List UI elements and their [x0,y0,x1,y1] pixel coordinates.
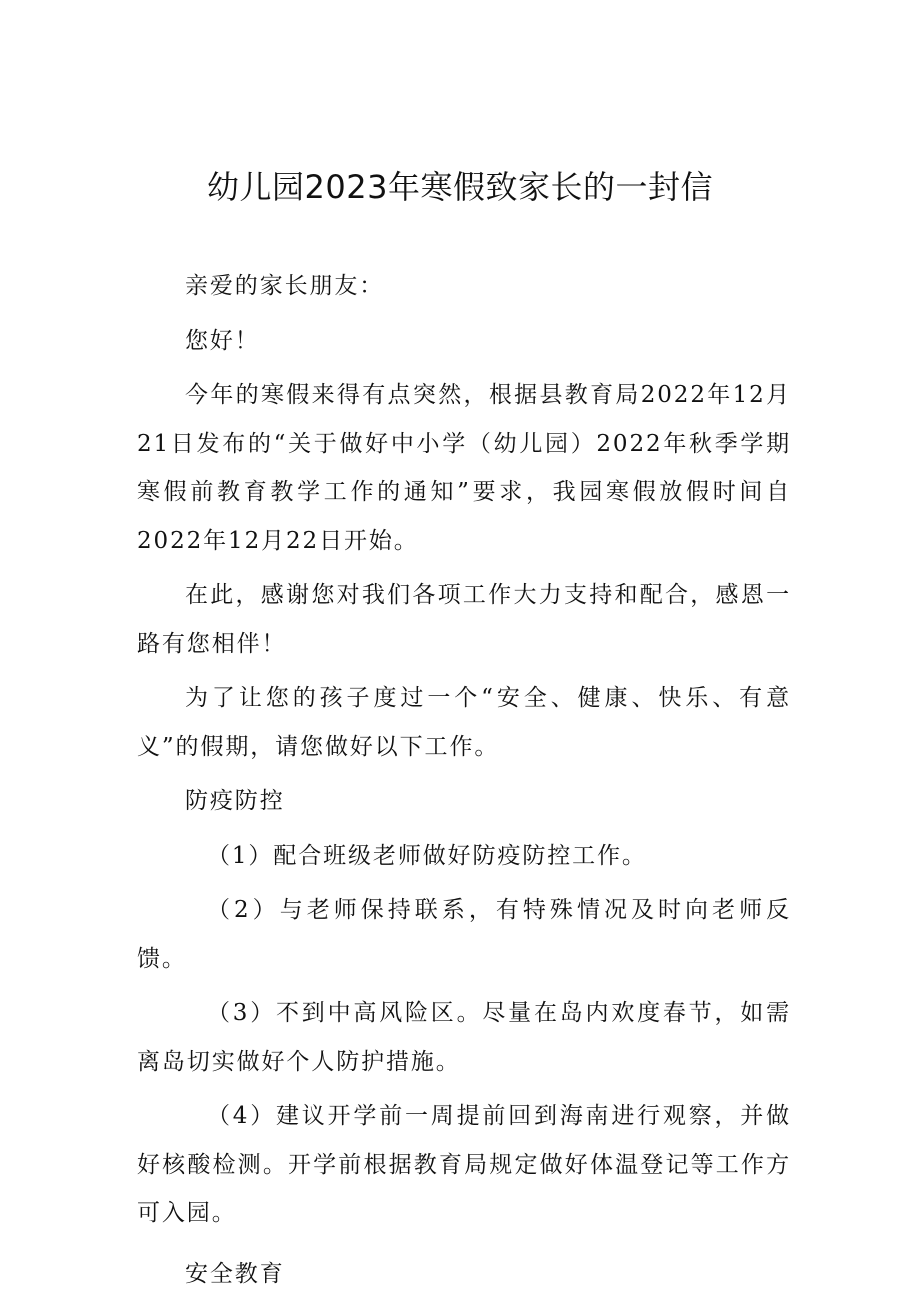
section-heading-safety: 安全教育 [185,1260,285,1287]
list-item: （2）与老师保持联系，有特殊情况及时向老师反馈。 [137,897,791,972]
salutation: 亲爱的家长朋友： [185,273,385,299]
letter-body [137,262,791,1298]
paragraph-announcement: 今年的寒假来得有点突然，根据县教育局2022年12月21日发布的“关于做好中小学（幼儿园）2022年秋季学期寒假前教育教学工作的通知”要求，我园寒假放假时间自2022年12月22日开始。 [137,382,791,554]
list-item: （1）配合班级老师做好防疫防控工作。 [207,842,647,869]
paragraph-instructions: 为了让您的孩子度过一个“安全、健康、快乐、有意义”的假期，请您做好以下工作。 [137,685,791,760]
document-title: 幼儿园2023年寒假致家长的一封信 [207,168,713,206]
list-item: （4）建议开学前一周提前回到海南进行观察，并做好核酸检测。开学前根据教育局规定做好体温登记等工作方可入园。 [137,1103,791,1226]
section-heading-epidemic: 防疫防控 [185,788,285,814]
paragraph-thanks: 在此，感谢您对我们各项工作大力支持和配合，感恩一路有您相伴！ [137,582,791,657]
list-item: （3）不到中高风险区。尽量在岛内欢度春节，如需离岛切实做好个人防护措施。 [137,1000,791,1075]
greeting: 您好！ [185,327,260,354]
